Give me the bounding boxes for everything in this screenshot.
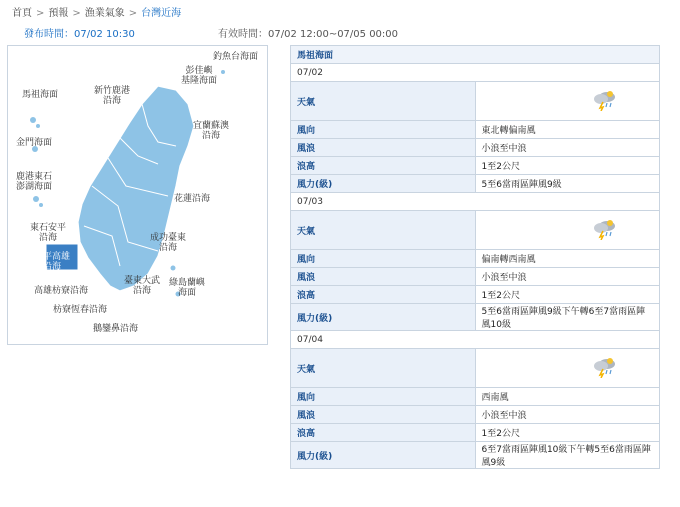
wave-row [291, 268, 660, 286]
weather-label: 天氣 [291, 211, 476, 250]
wind-force-row [291, 175, 660, 193]
label-eluanbi[interactable]: 鵝鑾鼻沿海 [93, 324, 139, 334]
thunderstorm-rain-icon [592, 356, 618, 381]
thunderstorm-rain-icon [592, 89, 618, 114]
wave-row [291, 406, 660, 424]
breadcrumb-forecast[interactable]: 預報 [48, 8, 69, 19]
wind-force-label: 風力(級) [291, 304, 476, 331]
breadcrumb [12, 4, 181, 19]
label-hsinchu[interactable]: 新竹鹿港 沿海 [94, 86, 131, 106]
issued-time: 發布時間：07/02 10:30 [24, 29, 135, 40]
wind-direction-value: 東北轉偏南風 [475, 121, 660, 139]
label-anping[interactable]: 安平高雄 沿海 [34, 252, 71, 272]
wave-value: 小浪至中浪 [475, 139, 660, 157]
label-dongshi[interactable]: 東石安平 沿海 [30, 223, 67, 243]
date-row [291, 64, 660, 82]
wave-height-row [291, 157, 660, 175]
weather-row [291, 82, 660, 121]
wave-row [291, 139, 660, 157]
date-label: 07/02 [291, 64, 660, 82]
wind-force-label: 風力(級) [291, 442, 476, 469]
weather-cell [475, 82, 660, 121]
label-fangliao[interactable]: 枋寮恆春沿海 [53, 305, 108, 315]
breadcrumb-sep: > [128, 8, 138, 19]
weather-row [291, 349, 660, 388]
breadcrumb-fishery[interactable]: 漁業氣象 [84, 8, 125, 19]
wind-direction-label: 風向 [291, 388, 476, 406]
valid-time: 有效時間：07/02 12:00~07/05 00:00 [218, 29, 399, 40]
breadcrumb-current: 台灣近海 [141, 8, 182, 19]
label-pengjia[interactable]: 彭佳嶼 基隆海面 [181, 66, 218, 86]
wind-direction-label: 風向 [291, 121, 476, 139]
breadcrumb-sep: > [72, 8, 81, 19]
wind-force-label: 風力(級) [291, 175, 476, 193]
wave-height-label: 浪高 [291, 157, 476, 175]
label-matsu[interactable]: 馬祖海面 [22, 90, 59, 100]
weather-cell [475, 349, 660, 388]
label-taidong[interactable]: 臺東大武 沿海 [124, 276, 161, 296]
label-kinmen[interactable]: 金門海面 [16, 138, 53, 148]
wind-force-value: 6至7當雨區陣風10級下午轉5至6當雨區陣風9級 [475, 442, 660, 469]
weather-row [291, 211, 660, 250]
label-penghu[interactable]: 鹿港東石 澎湖海面 [16, 172, 53, 192]
wind-force-value: 5至6當雨區陣風9級下午轉6至7當雨區陣風10級 [475, 304, 660, 331]
wind-force-row [291, 304, 660, 331]
label-chenggong[interactable]: 成功臺東 沿海 [150, 233, 187, 253]
area-header-row [291, 46, 660, 64]
area-title: 馬祖海面 [291, 46, 660, 64]
diaoyutai-island[interactable] [221, 70, 225, 74]
wind-direction-row [291, 121, 660, 139]
label-yilan[interactable]: 宜蘭蘇澳 沿海 [193, 121, 230, 141]
taiwan-sea-map [7, 45, 268, 345]
date-row [291, 331, 660, 349]
label-hualien[interactable]: 花蓮沿海 [174, 194, 211, 204]
ludao-island[interactable] [171, 266, 176, 271]
wave-value: 小浪至中浪 [475, 268, 660, 286]
wave-height-label: 浪高 [291, 424, 476, 442]
date-row [291, 193, 660, 211]
wind-force-row [291, 442, 660, 469]
wind-force-value: 5至6當雨區陣風9級 [475, 175, 660, 193]
wind-direction-value: 西南風 [475, 388, 660, 406]
wave-label: 風浪 [291, 406, 476, 424]
matsu-islands[interactable] [36, 124, 40, 128]
weather-cell [475, 211, 660, 250]
penghu-islands[interactable] [33, 196, 39, 202]
breadcrumb-home[interactable]: 首頁 [12, 8, 32, 19]
label-ludao[interactable]: 綠島蘭嶼 海面 [169, 278, 206, 298]
wind-direction-row [291, 250, 660, 268]
wind-direction-row [291, 388, 660, 406]
wind-direction-label: 風向 [291, 250, 476, 268]
wave-height-value: 1至2公尺 [475, 157, 660, 175]
penghu-islands[interactable] [39, 203, 43, 207]
label-diaoyutai[interactable]: 釣魚台海面 [213, 52, 259, 62]
wave-label: 風浪 [291, 139, 476, 157]
label-kaohsiung[interactable]: 高雄枋寮沿海 [34, 286, 89, 296]
breadcrumb-sep: > [36, 8, 45, 19]
wave-height-value: 1至2公尺 [475, 286, 660, 304]
wave-height-value: 1至2公尺 [475, 424, 660, 442]
wave-height-row [291, 424, 660, 442]
wave-label: 風浪 [291, 268, 476, 286]
wave-height-label: 浪高 [291, 286, 476, 304]
wave-value: 小浪至中浪 [475, 406, 660, 424]
date-label: 07/03 [291, 193, 660, 211]
forecast-table [290, 45, 660, 469]
date-label: 07/04 [291, 331, 660, 349]
thunderstorm-rain-icon [592, 218, 618, 243]
wind-direction-value: 偏南轉西南風 [475, 250, 660, 268]
weather-label: 天氣 [291, 82, 476, 121]
matsu-islands[interactable] [30, 117, 36, 123]
weather-label: 天氣 [291, 349, 476, 388]
wave-height-row [291, 286, 660, 304]
